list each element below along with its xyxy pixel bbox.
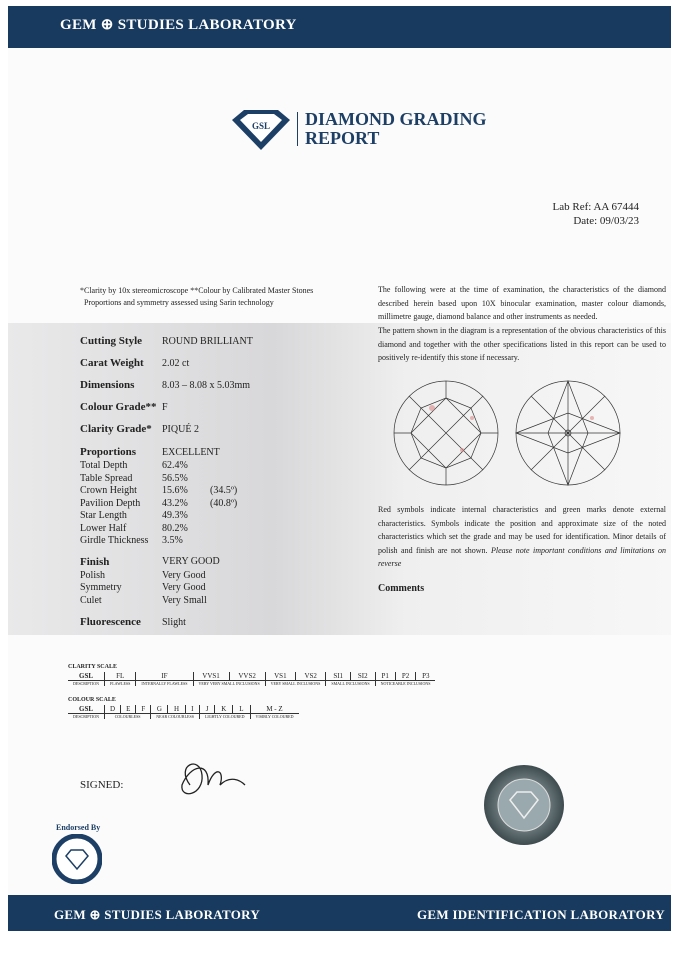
proportion-row: [80, 498, 253, 511]
scale-description: SMALL INCLUSIONS: [326, 681, 375, 687]
header-text: STUDIES LABORATORY: [117, 17, 297, 33]
finish-value: Very Good: [162, 582, 206, 593]
finish-row: [80, 582, 253, 595]
proportion-label: Lower Half: [80, 522, 127, 534]
lab-reference: Lab Ref: AA 67444 Date: 09/03/23: [552, 201, 639, 227]
scale-grade: H: [168, 705, 185, 714]
finish-label: Polish: [80, 569, 106, 581]
proportion-value: 43.2%: [162, 497, 188, 509]
svg-text:GSL: GSL: [251, 121, 271, 131]
proportion-value: 62.4%: [162, 460, 188, 471]
pattern-text: The pattern shown in the diagram is a representation of the obvious characteristics of this diamond and together with the other specifications listed in this report can be used to positively re-identify this stone if necessary.: [378, 326, 666, 362]
scale-description: INTERNALLY FLAWLESS: [136, 681, 193, 687]
proportion-label: Pavilion Depth: [80, 497, 141, 509]
proportion-row: [80, 535, 253, 548]
proportion-row: [80, 523, 253, 536]
diamond-diagrams: [392, 378, 642, 488]
finish-value: Very Small: [162, 594, 207, 606]
scale-grade: D: [105, 705, 121, 714]
signed-label: SIGNED:: [80, 779, 124, 791]
proportion-label: Star Length: [80, 510, 127, 521]
finish-row: [80, 595, 253, 608]
scale-description: FLAWLESS: [105, 681, 136, 687]
footer-band: GEM ⊕ STUDIES LABORATORY GEM IDENTIFICATION LABORATORY: [8, 895, 671, 931]
header-band: [8, 6, 671, 48]
proportion-row: [80, 510, 253, 523]
endorsement-seal: [52, 834, 102, 884]
scale-grade: VS2: [296, 672, 326, 681]
scale-description: LIGHTLY COLOURED: [199, 714, 250, 720]
scale-description: NOTICEABLE INCLUSIONS: [375, 681, 435, 687]
method-notes: *Clarity by 10x stereomicroscope **Colour by Calibrated Master Stones Proportions and symmetry assessed using Sarin technology: [80, 286, 314, 307]
specifications: Cutting Style ROUND BRILLIANT Carat Weight 2.02 ct Dimensions 8.03 – 8.08 x 5.03mm Colour Grade** F Clarity Grade* PIQUÉ 2 Proportions EXCELLENT Total Depth 62.4% Table Spread 56.5% Crown Height 15.6% (34.5º) Pavilion Depth 43.2% (40.8º) Star Length 49.3% Lower Half 80.2% Girdle Thickness 3.5% Finish VERY GOOD Polish Very Good Symmetry Very Good Culet Very Small Fluorescence Slight: [80, 335, 253, 628]
proportion-angle: (34.5º): [210, 485, 238, 496]
finish-row: [80, 570, 253, 583]
logo-divider: [297, 112, 298, 146]
scale-description: COLOURLESS: [105, 714, 151, 720]
finish-label: Symmetry: [80, 582, 122, 593]
proportion-value: 80.2%: [162, 522, 188, 534]
legend-text: Red symbols indicate internal characteristics and green marks denote external characteristics. Symbols indicate the position and approximate size of the noted characteristics which set the grade and may be used for identification. Minor details of polish and finish are not shown. Please note important conditions and limitations on reverse: [378, 505, 666, 568]
scale-grade: VS1: [265, 672, 295, 681]
scale-grade: M - Z: [250, 705, 299, 714]
proportion-row: [80, 485, 253, 498]
examination-text: The following were at the time of examination, the characteristics of the diamond described herein based upon 10X binocular examination, master colour diamonds, millimetre gauge, diamond balance and other instruments as needed.: [378, 285, 666, 321]
proportion-label: Total Depth: [80, 460, 128, 471]
proportion-label: Table Spread: [80, 472, 133, 484]
proportion-row: [80, 460, 253, 473]
endorsed-label: Endorsed By: [56, 823, 101, 832]
scale-description: VERY VERY SMALL INCLUSIONS: [193, 681, 265, 687]
scale-grade: P2: [395, 672, 415, 681]
scale-grade: F: [136, 705, 151, 714]
signature: [170, 755, 250, 805]
proportion-value: 56.5%: [162, 472, 188, 484]
scale-grade: E: [121, 705, 136, 714]
scale-description: VISIBLY COLOURED: [250, 714, 299, 720]
scale-grade: SI1: [326, 672, 351, 681]
gsl-logo: [230, 108, 292, 157]
comments-label: Comments: [378, 583, 425, 594]
clarity-scale: CLARITY SCALE GSL FL IF VVS1 VVS2 VS1 VS2 SI1 SI2 P1 P2 P3 DESCRIPTION FLAWLESS INTERNALLY FLAWLESS VERY VERY SMALL INCLUSIONS VERY SMALL INCLUSIONS SMALL INCLUSIONS NOTICEABLE INCLUSIONS: [68, 664, 435, 686]
hologram-seal: [483, 764, 565, 846]
scale-grade: J: [199, 705, 214, 714]
header-text: GEM: [60, 17, 97, 33]
scale-grade: K: [215, 705, 233, 714]
colour-scale: COLOUR SCALE GSL D E F G H I J K L M - Z DESCRIPTION COLOURLESS NEAR COLOURLESS LIGHTLY COLOURED VISIBLY COLOURED: [68, 697, 299, 719]
globe-icon: ⊕: [89, 907, 101, 922]
scale-grade: IF: [136, 672, 193, 681]
scale-grade: FL: [105, 672, 136, 681]
scale-grade: P1: [375, 672, 395, 681]
report-title: DIAMOND GRADING REPORT: [305, 109, 487, 148]
globe-icon: ⊕: [100, 17, 114, 33]
proportion-value: 3.5%: [162, 535, 183, 546]
proportion-label: Crown Height: [80, 485, 137, 496]
finish-label: Culet: [80, 594, 102, 606]
finish-value: Very Good: [162, 569, 206, 581]
scale-grade: G: [151, 705, 168, 714]
proportion-value: 15.6%: [162, 485, 188, 496]
scale-description: VERY SMALL INCLUSIONS: [265, 681, 326, 687]
proportion-angle: (40.8º): [210, 497, 238, 509]
scale-grade: I: [185, 705, 199, 714]
proportion-row: [80, 473, 253, 486]
scale-grade: SI2: [350, 672, 375, 681]
scale-description: NEAR COLOURLESS: [151, 714, 200, 720]
proportion-value: 49.3%: [162, 510, 188, 521]
scale-grade: P3: [416, 672, 436, 681]
scale-grade: VVS2: [229, 672, 265, 681]
proportion-label: Girdle Thickness: [80, 535, 149, 546]
scale-grade: VVS1: [193, 672, 229, 681]
scale-grade: L: [233, 705, 250, 714]
